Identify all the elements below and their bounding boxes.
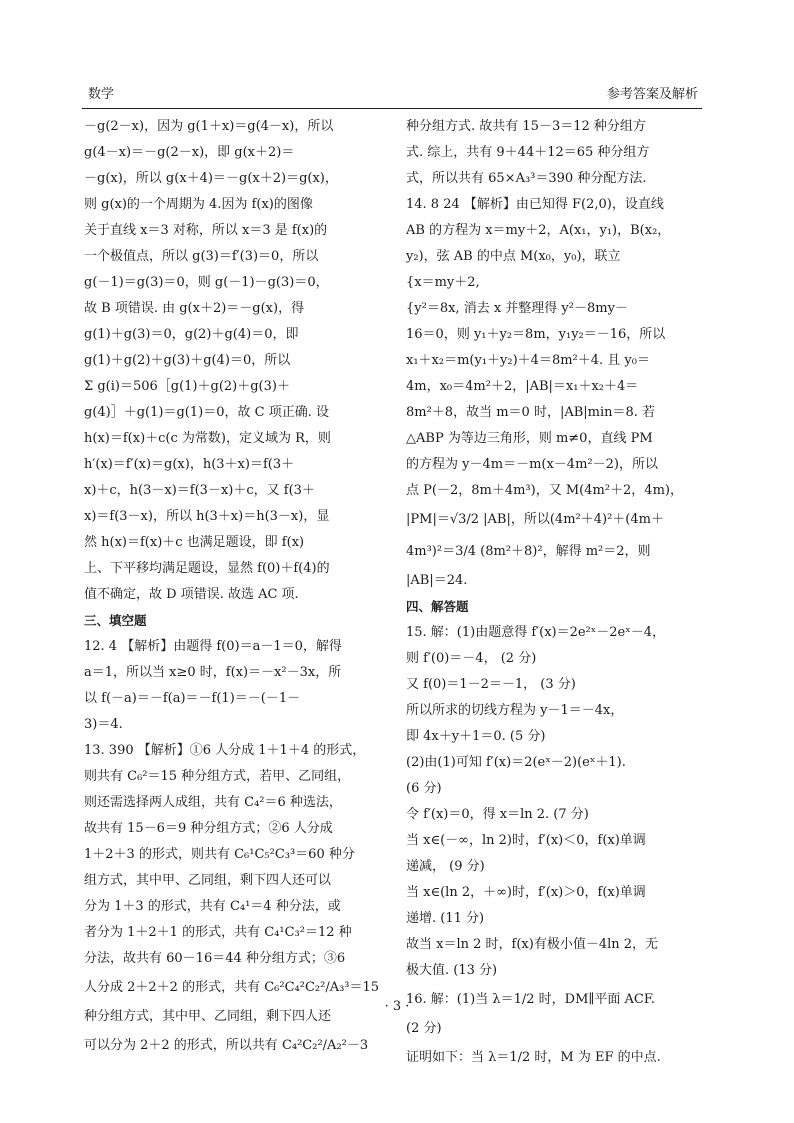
- text-line: 一个极值点，所以 g(3)＝f′(3)＝0，所以: [84, 249, 319, 264]
- text-line: 者分为 1＋2＋1 的形式，共有 C₄¹C₃²＝12 种: [84, 925, 352, 940]
- subject-label: 数学: [88, 87, 115, 102]
- text-line: 1＋2＋3 的形式，则共有 C₆¹C₅²C₃³＝60 种分: [84, 847, 355, 862]
- text-line: x)＋c，h(3－x)＝f(3－x)＋c，又 f(3＋: [84, 483, 315, 498]
- text-line: 组方式，其中甲、乙同组，剩下四人还可以: [84, 873, 332, 888]
- text-line: 又 f(0)＝1－2＝－1， (3 分): [406, 677, 576, 692]
- text-line: {x＝my＋2,: [406, 275, 480, 290]
- text-line: 分为 1＋3 的形式，共有 C₄¹＝4 种分法，或: [84, 899, 341, 914]
- left-column: [84, 114, 387, 1062]
- text-line: 递增. (11 分): [406, 911, 485, 926]
- text-line: (2)由(1)可知 f′(x)＝2(eˣ－2)(eˣ＋1).: [406, 755, 626, 770]
- text-line: 则还需选择两人成组，共有 C₄²＝6 种选法，: [84, 795, 342, 810]
- text-line: 递减， (9 分): [406, 859, 485, 874]
- text-line: 4m³)²＝3/4 (8m²＋8)²，解得 m²＝2，则: [406, 544, 651, 559]
- text-line: 可以分为 2＋2 的形式，所以共有 C₄²C₂²/A₂²－3: [84, 1038, 369, 1053]
- text-line: y₂)，弦 AB 的中点 M(x₀，y₀)，联立: [406, 249, 621, 264]
- text-line: 关于直线 x＝3 对称，所以 x＝3 是 f(x)的: [84, 223, 328, 238]
- text-line: 16＝0，则 y₁＋y₂＝8m，y₁y₂＝－16，所以: [406, 327, 666, 342]
- text-line: |PM|＝√3/2 |AB|，所以(4m²＋4)²＋(4m＋: [406, 512, 664, 527]
- text-line: 15. 解：(1)由题意得 f′(x)＝2e²ˣ－2eˣ－4，: [406, 625, 666, 640]
- text-line: 故 B 项错误. 由 g(x＋2)＝－g(x)，得: [84, 301, 305, 316]
- text-line: 故当 x＝ln 2 时，f(x)有极小值－4ln 2，无: [406, 937, 659, 952]
- text-line: {y²＝8x, 消去 x 并整理得 y²－8my－: [406, 301, 628, 316]
- text-line: 则共有 C₆²＝15 种分组方式，若甲、乙同组，: [84, 769, 351, 784]
- text-line: 12. 4 【解析】由题得 f(0)＝a－1＝0，解得: [84, 639, 342, 654]
- right-column: [406, 114, 706, 1074]
- text-line: 当 x∈(－∞，ln 2)时，f′(x)＜0，f(x)单调: [406, 833, 646, 848]
- text-line: △ABP 为等边三角形，则 m≠0，直线 PM: [406, 431, 653, 446]
- section-label: 参考答案及解析: [606, 87, 698, 102]
- text-line: －g(2－x)，因为 g(1＋x)＝g(4－x)，所以: [84, 119, 334, 134]
- text-line: g(1)＋g(2)＋g(3)＋g(4)＝0，所以: [84, 353, 291, 368]
- text-line: 所以所求的切线方程为 y－1＝－4x，: [406, 703, 624, 718]
- text-line: 当 x∈(ln 2，＋∞)时，f′(x)＞0，f(x)单调: [406, 885, 646, 900]
- text-line: 点 P(－2，8m＋4m³)，又 M(4m²＋2，4m)，: [406, 483, 683, 498]
- text-line: 以 f(－a)＝－f(a)＝－f(1)＝－(－1－: [84, 691, 301, 706]
- text-line: x)＝f(3－x)，所以 h(3＋x)＝h(3－x)，显: [84, 509, 330, 524]
- text-line: 4m，x₀＝4m²＋2，|AB|＝x₁＋x₂＋4＝: [406, 379, 639, 394]
- page-header: [82, 86, 702, 109]
- text-line: 种分组方式. 故共有 15－3＝12 种分组方: [406, 119, 646, 134]
- text-line: Σ g(i)＝506［g(1)＋g(2)＋g(3)＋: [84, 379, 290, 394]
- text-line: 13. 390 【解析】①6 人分成 1＋1＋4 的形式，: [84, 743, 366, 758]
- text-line: 3)＝4.: [84, 717, 123, 732]
- text-line: 令 f′(x)＝0，得 x＝ln 2. (7 分): [406, 807, 589, 822]
- text-line: 分法，故共有 60－16＝44 种分组方式；③6: [84, 951, 346, 966]
- text-line: －g(x)，所以 g(x＋4)＝－g(x＋2)＝g(x)，: [84, 171, 338, 186]
- text-line: 值不确定，故 D 项错误. 故选 AC 项.: [84, 587, 299, 602]
- text-line: 四、解答题: [406, 599, 469, 614]
- text-line: 则 f′(0)＝－4， (2 分): [406, 651, 537, 666]
- text-line: 极大值. (13 分): [406, 963, 498, 978]
- text-line: a＝1，所以当 x≥0 时，f(x)＝－x²－3x，所: [84, 665, 342, 680]
- text-line: 然 h(x)＝f(x)＋c 也满足题设，即 f(x): [84, 535, 305, 550]
- text-line: 的方程为 y－4m＝－m(x－4m²－2)，所以: [406, 457, 658, 472]
- text-line: 8m²＋8，故当 m＝0 时，|AB|min＝8. 若: [406, 405, 656, 420]
- text-line: (2 分): [406, 1021, 442, 1036]
- text-line: g(4)］＋g(1)＝g(1)＝0，故 C 项正确. 设: [84, 405, 329, 420]
- text-line: 16. 解：(1)当 λ＝1/2 时，DM∥平面 ACF.: [406, 992, 655, 1007]
- text-line: (6 分): [406, 781, 442, 796]
- page-number: · 3 ·: [384, 999, 410, 1014]
- text-line: 证明如下：当 λ＝1/2 时，M 为 EF 的中点.: [406, 1050, 661, 1065]
- text-line: 故共有 15－6＝9 种分组方式；②6 人分成: [84, 821, 333, 836]
- text-line: 式，所以共有 65×A₃³＝390 种分配方法.: [406, 171, 647, 186]
- text-line: 则 g(x)的一个周期为 4.因为 f(x)的图像: [84, 197, 313, 212]
- text-line: 人分成 2＋2＋2 的形式，共有 C₆²C₄²C₂²/A₃³＝15: [84, 980, 380, 995]
- text-line: 即 4x＋y＋1＝0. (5 分): [406, 729, 546, 744]
- text-line: 上、下平移均满足题设，显然 f(0)＋f(4)的: [84, 561, 330, 576]
- text-line: g(－1)＝g(3)＝0，则 g(－1)－g(3)＝0，: [84, 275, 329, 290]
- text-line: 式. 综上，共有 9＋44＋12＝65 种分组方: [406, 145, 650, 160]
- text-line: AB 的方程为 x＝my＋2，A(x₁，y₁)，B(x₂，: [406, 223, 671, 238]
- text-line: 14. 8 24 【解析】由已知得 F(2,0)，设直线: [406, 197, 664, 212]
- text-line: h′(x)＝f′(x)＝g(x)，h(3＋x)＝f(3＋: [84, 457, 295, 472]
- text-line: h(x)＝f(x)＋c(c 为常数)，定义域为 R，则: [84, 431, 331, 446]
- text-line: g(1)＋g(3)＝0，g(2)＋g(4)＝0，即: [84, 327, 299, 342]
- text-line: |AB|＝24.: [406, 573, 468, 588]
- text-line: 三、填空题: [84, 613, 147, 628]
- text-line: g(4－x)＝－g(2－x)，即 g(x＋2)＝: [84, 145, 295, 160]
- text-line: 种分组方式，其中甲、乙同组，剩下四人还: [84, 1009, 332, 1024]
- text-line: x₁＋x₂＝m(y₁＋y₂)＋4＝8m²＋4. 且 y₀＝: [406, 353, 650, 368]
